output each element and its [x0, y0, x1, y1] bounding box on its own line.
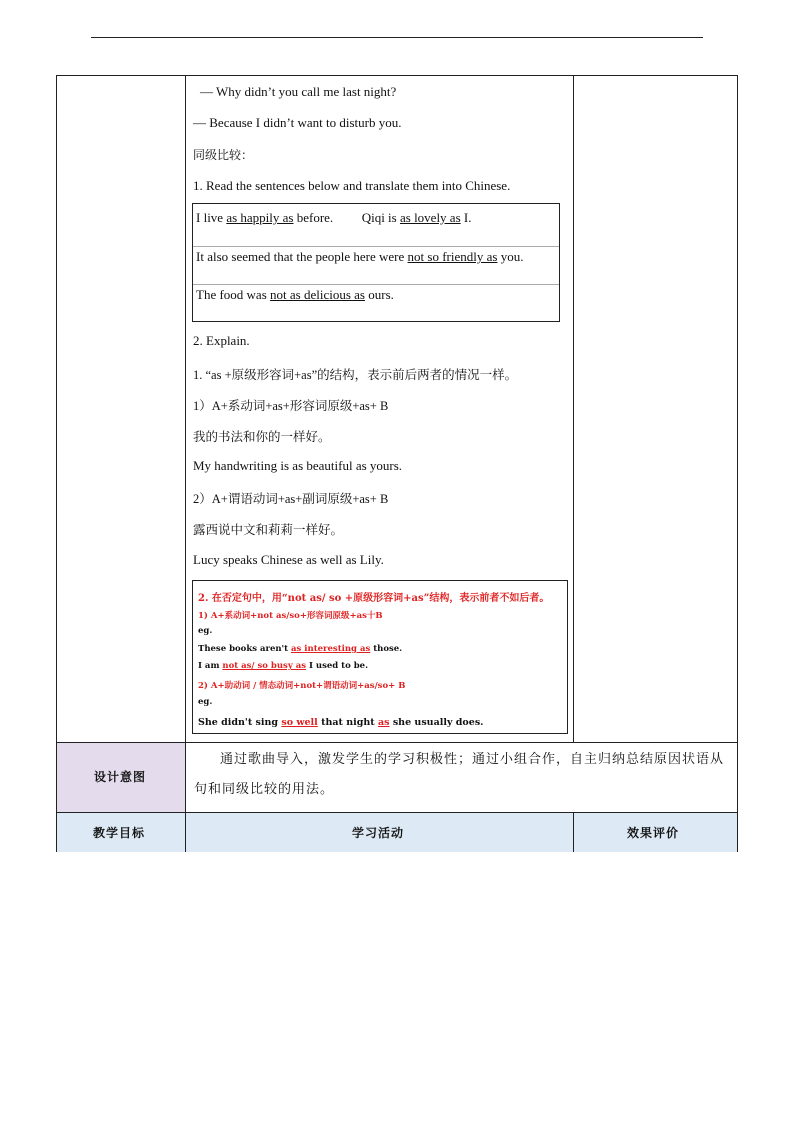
negative-example-3: She didn't sing so well that night as she usually does.: [198, 717, 484, 728]
instruction-1: 1. Read the sentences below and translate them into Chinese.: [193, 178, 511, 193]
eg-label-2: eg.: [198, 697, 213, 707]
header-learning-activities: 学习活动: [352, 826, 405, 840]
header-rule: [91, 37, 703, 38]
header-teaching-goals: 教学目标: [93, 826, 146, 840]
example-row-1: I live as happily as before. Qiqi is as lovely as I.: [196, 210, 472, 225]
example-row-2: It also seemed that the people here were not so friendly as you.: [196, 249, 524, 264]
negative-pattern-1: 1) A+系动词+not as/so+形容词原级+as十B: [198, 611, 383, 621]
explain-pattern-2: 2）A+谓语动词+as+副词原级+as+ B: [193, 492, 389, 506]
explain-rule-1: 1. “as +原级形容词+as”的结构，表示前后两者的情况一样。: [193, 368, 518, 382]
row-divider-1: [57, 742, 737, 743]
section-title: 同级比较：: [193, 148, 254, 162]
negative-example-1: These books aren't as interesting as those.: [198, 644, 403, 654]
explain-en-1: My handwriting is as beautiful as yours.: [193, 458, 403, 473]
negative-pattern-2: 2) A+助动词 / 情态动词+not+谓语动词+as/so+ B: [198, 681, 406, 691]
dialog-line-2: — Because I didn’t want to disturb you.: [193, 115, 402, 130]
dialog-line-1: — Why didn’t you call me last night?: [200, 84, 397, 99]
design-intent-text: 通过歌曲导入，激发学生的学习积极性；通过小组合作，自主归纳总结原因状语从句和同级比较的用法。: [194, 752, 725, 797]
box-separator: [193, 246, 559, 247]
eg-label-1: eg.: [198, 626, 213, 636]
explain-title: 2. Explain.: [193, 333, 250, 348]
negative-example-2: I am not as/ so busy as I used to be.: [198, 661, 369, 671]
explain-pattern-1: 1）A+系动词+as+形容词原级+as+ B: [193, 399, 389, 413]
col-divider-1: [185, 76, 186, 852]
col-divider-2: [573, 76, 574, 743]
explain-cn-2: 露西说中文和莉莉一样好。: [193, 522, 344, 537]
explain-en-2: Lucy speaks Chinese as well as Lily.: [193, 552, 384, 567]
design-intent-label: 设计意图: [94, 770, 147, 784]
col-divider-2b: [573, 813, 574, 852]
negative-rule-title: 2. 在否定句中，用“not as/ so +原级形容词+as”结构，表示前者不如后者。: [198, 593, 550, 604]
explain-cn-1: 我的书法和你的一样好。: [193, 429, 331, 444]
negative-rule-box: [192, 580, 568, 734]
row-divider-2: [57, 812, 737, 813]
header-effect-evaluation: 效果评价: [627, 826, 680, 840]
box-separator: [193, 284, 559, 285]
example-row-3: The food was not as delicious as ours.: [196, 287, 394, 302]
